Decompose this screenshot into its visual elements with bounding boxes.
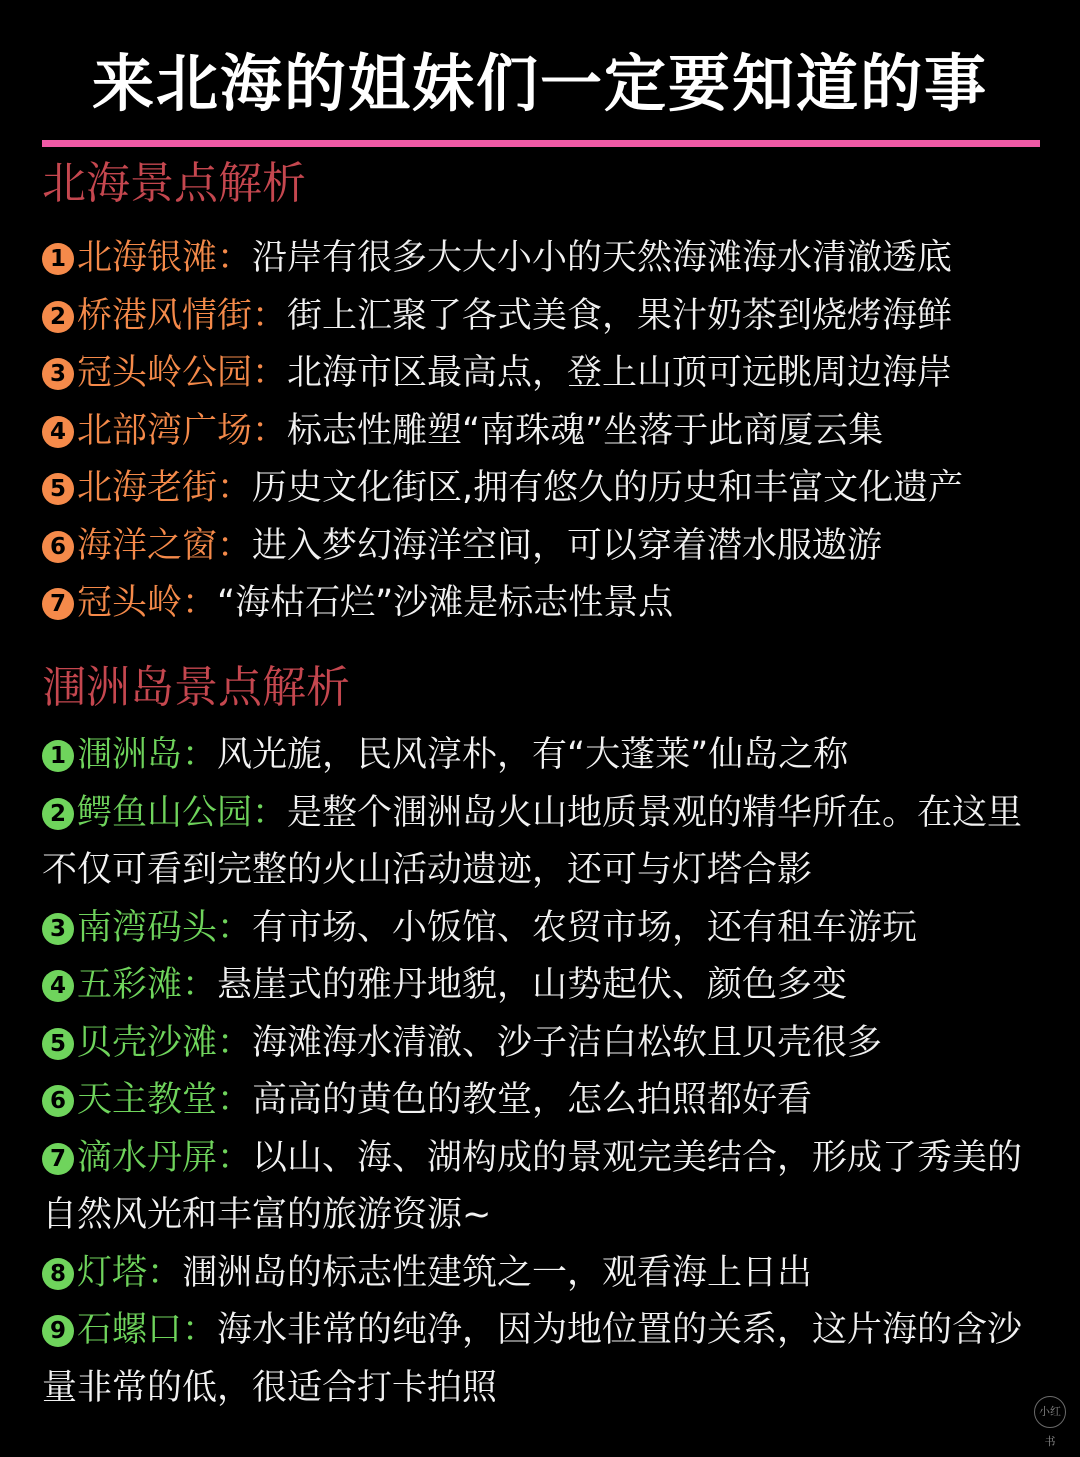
spot-description: 历史文化街区,拥有悠久的历史和丰富文化遗产 [252, 468, 964, 508]
list-item [42, 900, 1042, 958]
spot-name: 天主教堂： [77, 1080, 253, 1120]
spot-name: 冠头岭： [77, 583, 218, 623]
spot-name: 北海老街： [77, 468, 253, 508]
number-badge: 4 [42, 970, 74, 1002]
list-item [42, 460, 1042, 518]
spot-name: 海洋之窗： [77, 525, 253, 566]
spot-description: 北海市区最高点，登上山顶可远眺周边海岸 [287, 353, 953, 393]
number-badge: 9 [42, 1315, 74, 1347]
spot-description: 是整个涠洲岛火山地质景观的精华所在。在这里不仅可看到完整的火山活动遗迹，还可与灯塔合影 [42, 792, 1023, 890]
list-item [42, 345, 1042, 403]
list-item [42, 575, 1042, 633]
spot-name: 桥港风情街： [77, 295, 288, 336]
list-item [42, 1130, 1042, 1245]
list-item [42, 403, 1042, 461]
number-badge: 2 [42, 798, 74, 830]
watermark-logo: 小红书 [1034, 1396, 1066, 1428]
spot-description: 涠洲岛的标志性建筑之一，观看海上日出 [182, 1252, 813, 1293]
pink-divider [42, 140, 1040, 147]
spot-name: 贝壳沙滩： [77, 1022, 253, 1063]
number-badge: 8 [42, 1258, 74, 1290]
spot-name: 南湾码头： [77, 907, 253, 948]
number-badge: 2 [42, 301, 74, 333]
spot-description: 有市场、小饭馆、农贸市场，还有租车游玩 [252, 907, 918, 948]
spot-description: 海滩海水清澈、沙子洁白松软且贝壳很多 [252, 1022, 883, 1063]
number-badge: 7 [42, 1143, 74, 1175]
spot-name: 五彩滩： [77, 965, 218, 1005]
number-badge: 5 [42, 1028, 74, 1060]
number-badge: 1 [42, 740, 74, 772]
number-badge: 7 [42, 588, 74, 620]
section-heading-beihai: 北海景点解析 [42, 158, 306, 209]
section-heading-weizhou: 涠洲岛景点解析 [42, 662, 350, 713]
spot-description: 沿岸有很多大大小小的天然海滩海水清澈透底 [252, 238, 953, 278]
spot-name: 北海银滩： [77, 238, 253, 278]
spot-description: 进入梦幻海洋空间，可以穿着潜水服遨游 [252, 525, 883, 566]
spot-description: “海枯石烂”沙滩是标志性景点 [217, 583, 674, 623]
page-title: 来北海的姐妹们一定要知道的事 [91, 47, 988, 120]
spot-description: 风光旎，民风淳朴，有“大蓬莱”仙岛之称 [217, 735, 849, 775]
spot-name: 北部湾广场： [77, 410, 288, 451]
list-item [42, 1245, 1042, 1303]
list-item [42, 518, 1042, 576]
list-item [42, 727, 1042, 785]
spot-name: 灯塔： [77, 1252, 183, 1293]
beihai-spots-list [42, 230, 1042, 633]
number-badge: 3 [42, 913, 74, 945]
number-badge: 4 [42, 416, 74, 448]
list-item [42, 957, 1042, 1015]
spot-description: 标志性雕塑“南珠魂”坐落于此商厦云集 [287, 410, 884, 451]
number-badge: 6 [42, 531, 74, 563]
spot-description: 以山、海、湖构成的景观完美结合，形成了秀美的自然风光和丰富的旅游资源~ [42, 1137, 1023, 1235]
spot-name: 涠洲岛： [77, 735, 218, 775]
spot-name: 冠头岭公园： [77, 353, 288, 393]
spot-name: 石螺口： [77, 1310, 218, 1350]
number-badge: 5 [42, 473, 74, 505]
number-badge: 3 [42, 358, 74, 390]
spot-description: 悬崖式的雅丹地貌，山势起伏、颜色多变 [217, 965, 848, 1005]
spot-name: 滴水丹屏： [77, 1137, 253, 1178]
list-item [42, 1302, 1042, 1417]
list-item [42, 785, 1042, 900]
spot-description: 街上汇聚了各式美食，果汁奶茶到烧烤海鲜 [287, 295, 953, 336]
weizhou-spots-list [42, 727, 1042, 1417]
list-item [42, 288, 1042, 346]
spot-description: 海水非常的纯净，因为地位置的关系，这片海的含沙量非常的低，很适合打卡拍照 [42, 1310, 1023, 1408]
list-item [42, 1015, 1042, 1073]
number-badge: 1 [42, 243, 74, 275]
list-item [42, 1072, 1042, 1130]
spot-name: 鳄鱼山公园： [77, 792, 288, 833]
spot-description: 高高的黄色的教堂，怎么拍照都好看 [252, 1080, 813, 1120]
list-item [42, 230, 1042, 288]
number-badge: 6 [42, 1085, 74, 1117]
